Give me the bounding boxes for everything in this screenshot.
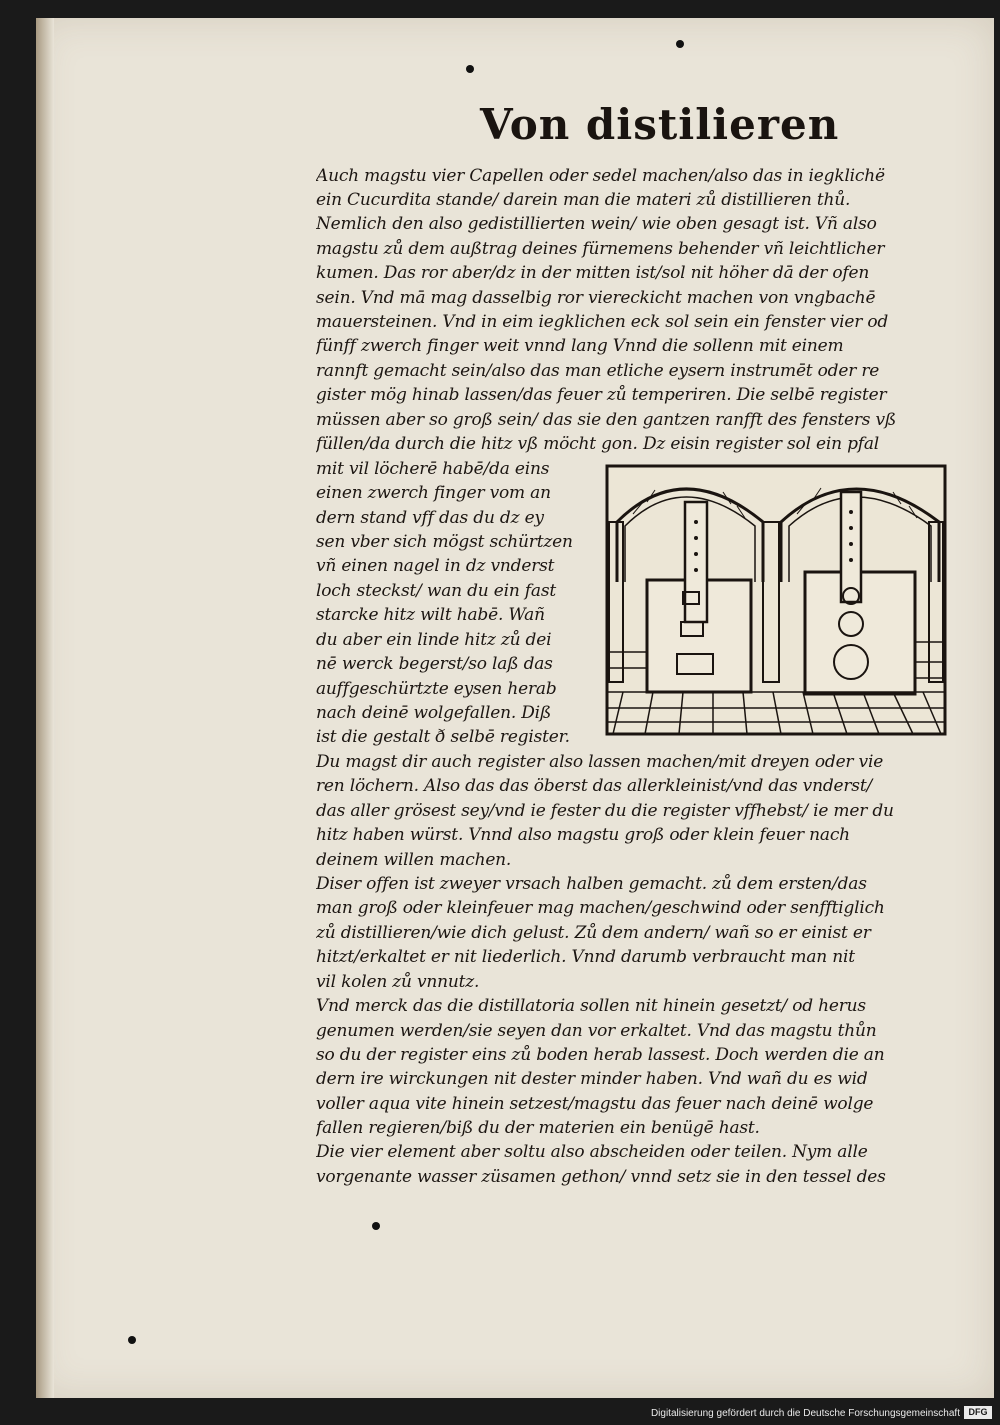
footer-credit: Digitalisierung gefördert durch die Deutsche Forschungsgemeinschaft — [650, 1408, 960, 1419]
text-line: hitzt/erkaltet er nit liederlich. Vnnd darumb verbraucht man nit — [316, 947, 855, 967]
text-line: füllen/da durch die hitz vß möcht gon. Dz eisin register sol ein pfal — [316, 434, 880, 454]
text-line: du aber ein linde hitz zů dei — [316, 630, 552, 650]
text-line: vñ einen nagel in dz vnderst — [316, 556, 555, 576]
text-line: zů distillieren/wie dich gelust. Zů dem andern/ wañ so er einist er — [316, 923, 871, 943]
text-line: fünff zwerch finger weit vnnd lang Vnnd die sollenn mit einem — [316, 336, 844, 356]
text-line: genumen werden/sie seyen dan vor erkaltet. Vnd das magstu thůn — [316, 1021, 877, 1041]
text-line: ist die gestalt ð selbē register. — [316, 727, 570, 747]
text-line: mauersteinen. Vnd in eim iegklichen eck sol sein ein fenster vier od — [316, 312, 889, 332]
text-line: deinem willen machen. — [316, 850, 512, 870]
text-line: ren löchern. Also das das öberst das allerkleinist/vnd das vnderst/ — [316, 776, 872, 796]
text-line: nach deinē wolgefallen. Diß — [316, 703, 552, 723]
dfg-logo: DFG — [964, 1406, 992, 1419]
page-title: Von distilieren — [480, 100, 840, 149]
text-line: vil kolen zů vnnutz. — [316, 972, 480, 992]
text-line: auffgeschürtzte eysen herab — [316, 679, 557, 699]
text-line: das aller grösest sey/vnd ie fester du die register vffhebst/ ie mer du — [316, 801, 894, 821]
text-line: voller aqua vite hinein setzest/magstu das feuer nach deinē wolge — [316, 1094, 874, 1114]
text-line: ein Cucurdita stande/ darein man die materi zů distillieren thů. — [316, 190, 851, 210]
text-line: Vnd merck das die distillatoria sollen nit hinein gesetzt/ od herus — [316, 996, 866, 1016]
text-line: Die vier element aber soltu also abscheiden oder teilen. Nym alle — [316, 1142, 868, 1162]
ink-dot-icon — [676, 40, 684, 48]
text-line: man groß oder kleinfeuer mag machen/geschwind oder senfftiglich — [316, 898, 885, 918]
text-line: Du magst dir auch register also lassen machen/mit dreyen oder vie — [316, 752, 884, 772]
text-line: vorgenante wasser züsamen gethon/ vnnd setz sie in den tessel des — [316, 1167, 886, 1187]
text-line: gister mög hinab lassen/das feuer zů temperiren. Die selbē register — [316, 385, 887, 405]
text-line: kumen. Das ror aber/dz in der mitten ist/sol nit höher dā der ofen — [316, 263, 870, 283]
text-line: müssen aber so groß sein/ das sie den gantzen ranfft des fensters vß — [316, 410, 897, 430]
text-line: loch steckst/ wan du ein fast — [316, 581, 556, 601]
text-line: nē werck begerst/so laß das — [316, 654, 553, 674]
text-line: hitz haben würst. Vnnd also magstu groß oder klein feuer nach — [316, 825, 850, 845]
text-line: dern stand vff das du dz ey — [316, 508, 544, 528]
ink-dot-icon — [128, 1336, 136, 1344]
text-line: starcke hitz wilt habē. Wañ — [316, 605, 545, 625]
furnace-register-woodcut-icon — [603, 462, 949, 738]
text-line: mit vil löcherē habē/da eins — [316, 459, 550, 479]
text-line: Nemlich den also gedistillierten wein/ wie oben gesagt ist. Vñ also — [316, 214, 877, 234]
text-line: sein. Vnd mā mag dasselbig ror viereckicht machen von vngbachē — [316, 288, 876, 308]
ink-dot-icon — [466, 65, 474, 73]
text-line: rannft gemacht sein/also das man etliche eysern instrumēt oder re — [316, 361, 880, 381]
page-spine-shadow — [36, 18, 54, 1398]
text-line: Auch magstu vier Capellen oder sedel machen/also das in iegklichë — [316, 166, 885, 186]
ink-dot-icon — [372, 1222, 380, 1230]
text-line: so du der register eins zů boden herab lassest. Doch werden die an — [316, 1045, 885, 1065]
text-line: fallen regieren/biß du der materien ein benügē hast. — [316, 1118, 760, 1138]
text-line: sen vber sich mögst schürtzen — [316, 532, 573, 552]
text-line: einen zwerch finger vom an — [316, 483, 551, 503]
text-line: Diser offen ist zweyer vrsach halben gemacht. zů dem ersten/das — [316, 874, 867, 894]
text-line: dern ire wirckungen nit dester minder haben. Vnd wañ du es wid — [316, 1069, 868, 1089]
text-line: magstu zů dem außtrag deines fürnemens behender vñ leichtlicher — [316, 239, 885, 259]
